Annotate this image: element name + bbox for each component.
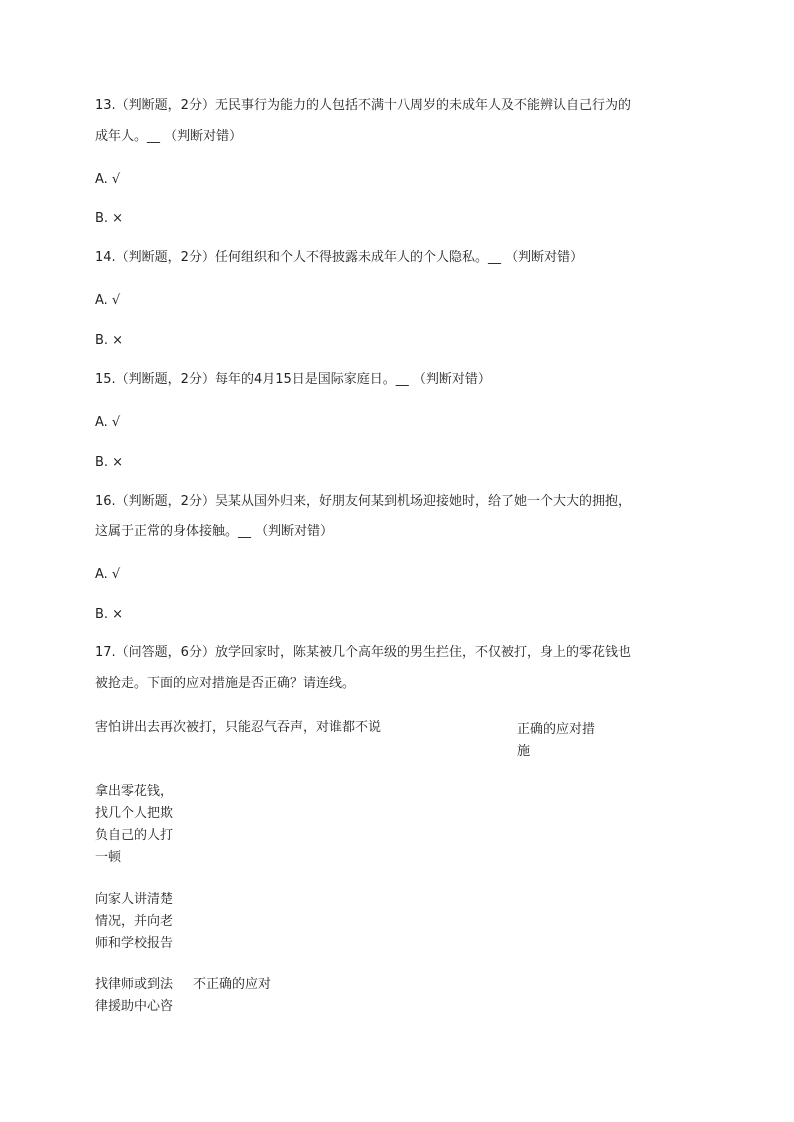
- q17-left-item-3[interactable]: [95, 889, 173, 955]
- q17-left-item-4[interactable]: [95, 974, 173, 1018]
- q17-left-item-2[interactable]: [95, 781, 173, 869]
- q15-option-a[interactable]: A. √: [95, 415, 121, 430]
- q17-left-item-3-line2: 情况，并向老: [95, 914, 174, 929]
- q13-text-line2: 成年人。__ （判断对错）: [95, 129, 243, 144]
- q17-left-item-2-line3: 负自己的人打: [95, 828, 174, 843]
- q14-option-a[interactable]: A. √: [95, 293, 121, 308]
- q17-left-item-4-line2: 律援助中心咨: [95, 999, 174, 1014]
- q16-option-a[interactable]: A. √: [95, 567, 121, 582]
- q17-right-item-1-line2: 施: [517, 744, 531, 759]
- q17-left-item-3-line1: 向家人讲清楚: [95, 892, 174, 907]
- q17-left-item-2-line1: 拿出零花钱，: [95, 784, 174, 799]
- q15-text-line1: 15.（判断题，2分）每年的4月15日是国际家庭日。__ （判断对错）: [95, 372, 491, 387]
- q16-text-line1: 16.（判断题，2分）吴某从国外归来，好朋友何某到机场迎接她时，给了她一个大大的拥抱，: [95, 494, 631, 509]
- q17-right-item-2[interactable]: 不正确的应对: [193, 977, 272, 992]
- q17-right-item-1[interactable]: [517, 719, 595, 763]
- q14-text-line1: 14.（判断题，2分）任何组织和个人不得披露未成年人的个人隐私。__ （判断对错）: [95, 250, 584, 265]
- q17-right-item-1-line1: 正确的应对措: [517, 722, 596, 737]
- q16-option-b[interactable]: B. ×: [95, 607, 124, 622]
- q13-option-b[interactable]: B. ×: [95, 211, 124, 226]
- q13-option-a[interactable]: A. √: [95, 172, 121, 187]
- q17-left-item-1[interactable]: 害怕讲出去再次被打，只能忍气吞声，对谁都不说: [95, 720, 382, 735]
- q17-left-item-2-line2: 找几个人把欺: [95, 806, 174, 821]
- q17-left-item-2-line4: 一顿: [95, 850, 122, 865]
- q17-text-line2: 被抢走。下面的应对措施是否正确？请连线。: [95, 676, 356, 691]
- q14-option-b[interactable]: B. ×: [95, 333, 124, 348]
- q17-left-item-4-line1: 找律师或到法: [95, 977, 174, 992]
- q15-option-b[interactable]: B. ×: [95, 455, 124, 470]
- q13-text-line1: 13.（判断题，2分）无民事行为能力的人包括不满十八周岁的未成年人及不能辨认自己行为的: [95, 98, 631, 113]
- q17-left-item-3-line3: 师和学校报告: [95, 936, 174, 951]
- q17-text-line1: 17.（问答题，6分）放学回家时，陈某被几个高年级的男生拦住，不仅被打，身上的零花钱也: [95, 645, 631, 660]
- q16-text-line2: 这属于正常的身体接触。__ （判断对错）: [95, 524, 334, 539]
